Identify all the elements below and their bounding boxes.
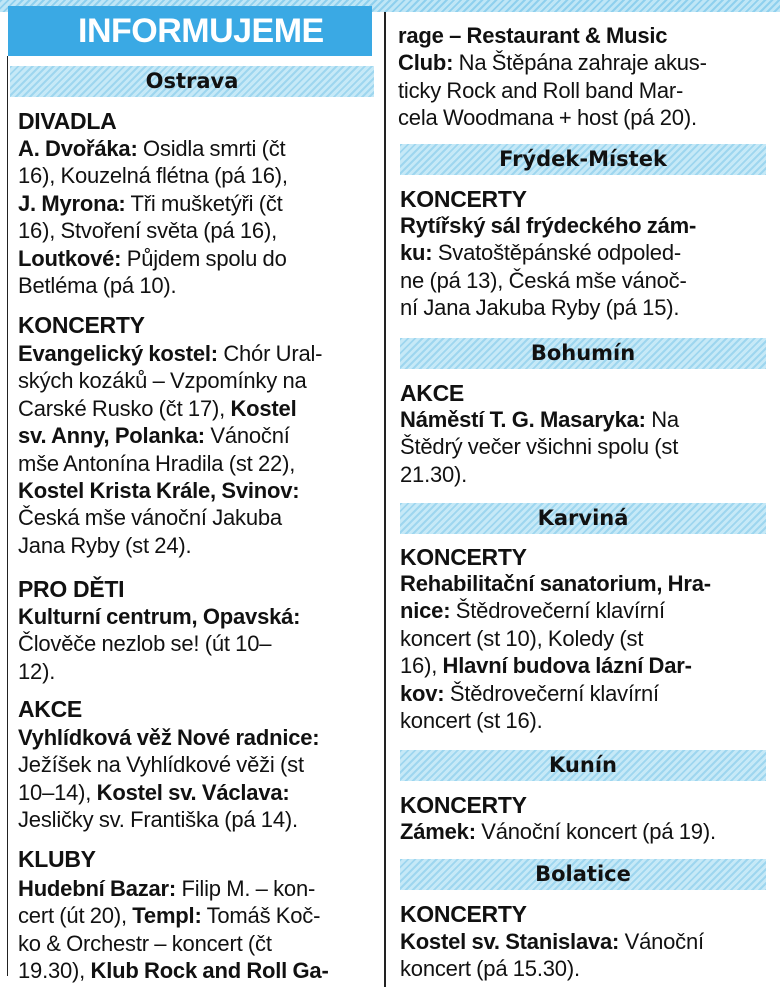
event-detail: koncert (pá 15.30).	[400, 956, 580, 982]
venue-name: Zámek:	[400, 819, 476, 844]
text-line	[18, 340, 380, 367]
event-detail: koncert (st 10), Koledy (st	[400, 625, 644, 651]
listing-text	[400, 928, 776, 983]
text-line	[400, 818, 776, 845]
column-divider	[384, 12, 386, 987]
category-heading: AKCE	[18, 696, 82, 722]
event-detail: Filip M. – kon-	[176, 876, 316, 901]
text-line	[18, 190, 380, 217]
category-heading: PRO DĚTI	[18, 576, 125, 602]
listing-text	[400, 570, 776, 734]
text-line	[18, 245, 380, 272]
city-header-ostrava: Ostrava	[10, 66, 374, 97]
event-detail: Vánoční	[204, 423, 290, 449]
text-line	[18, 630, 380, 657]
venue-name: ku:	[400, 240, 433, 266]
venue-name: Evangelický kostel:	[18, 341, 218, 366]
category-heading: KLUBY	[18, 846, 96, 872]
event-detail: Česká mše vánoční Jakuba	[18, 505, 282, 531]
venue-name: Kostel sv. Stanislava:	[400, 929, 620, 954]
event-detail: Betléma (pá 10).	[18, 273, 177, 299]
event-detail: ní Jana Jakuba Ryby (pá 15).	[400, 295, 680, 321]
event-detail: koncert (st 16).	[400, 708, 543, 734]
text-line	[18, 272, 380, 299]
text-line	[18, 603, 380, 630]
event-detail: Chór Ural-	[217, 341, 323, 366]
event-detail: ne (pá 13), Česká mše vánoč-	[400, 267, 687, 293]
venue-name: Hudební Bazar:	[18, 876, 177, 901]
event-detail: Vánoční koncert (pá 19).	[475, 819, 716, 844]
event-detail: ko & Orchestr – koncert (čt	[18, 930, 272, 956]
listing-text	[18, 603, 380, 685]
text-line	[400, 625, 776, 652]
venue-name: Vyhlídková věž Nové radnice:	[18, 725, 320, 750]
text-line	[400, 928, 776, 955]
event-detail: Člověče nezlob se! (út 10–	[18, 631, 272, 657]
venue-name: Rytířský sál frýdeckého zám-	[400, 213, 697, 238]
text-line	[400, 406, 776, 433]
listing-text	[18, 875, 380, 985]
city-header-kunin: Kunín	[400, 750, 766, 781]
category-heading: KONCERTY	[18, 312, 145, 338]
text-line	[18, 162, 380, 189]
venue-name: nice:	[400, 598, 451, 624]
city-header-frydek-mistek: Frýdek-Místek	[400, 144, 766, 175]
text-line	[18, 395, 380, 422]
event-detail: Jana Ryby (st 24).	[18, 532, 192, 558]
text-line	[400, 570, 776, 597]
event-detail: Vánoční	[619, 929, 704, 954]
text-line	[18, 751, 380, 778]
listing-text-continued	[398, 22, 774, 132]
event-detail: Ježíšek na Vyhlídkové věži (st	[18, 752, 304, 778]
text-line	[18, 658, 380, 685]
venue-name: Náměstí T. G. Masaryka:	[400, 407, 646, 432]
venue-name: Hlavní budova lázní Dar-	[442, 653, 692, 679]
event-detail: 21.30).	[400, 461, 468, 487]
text-line	[18, 135, 380, 162]
category-heading: KONCERTY	[400, 544, 527, 570]
venue-name: rage – Restaurant & Music	[398, 23, 668, 48]
text-line	[18, 450, 380, 477]
city-header-karvina: Karviná	[400, 503, 766, 534]
text-line	[400, 294, 776, 321]
text-line	[398, 104, 774, 131]
city-header-bolatice: Bolatice	[400, 859, 766, 890]
text-line	[400, 652, 776, 679]
text-line	[18, 504, 380, 531]
listing-text	[18, 724, 380, 834]
listing-text	[400, 406, 776, 488]
event-detail: Tři mušketýři (čt	[125, 190, 283, 216]
category-heading: AKCE	[400, 380, 464, 406]
city-header-bohumin: Bohumín	[400, 338, 766, 369]
venue-name: kov:	[400, 680, 445, 706]
venue-name: Loutkové:	[18, 245, 122, 271]
event-detail: Štědrovečerní klavírní	[444, 680, 659, 706]
event-detail: Štědrovečerní klavírní	[450, 598, 665, 624]
listing-text	[400, 818, 776, 845]
event-detail: 12).	[18, 658, 56, 684]
event-detail: Carské Rusko (čt 17),	[18, 395, 231, 421]
text-line	[18, 422, 380, 449]
event-detail: ticky Rock and Roll band Mar-	[398, 77, 684, 103]
venue-name: Kostel Krista Krále, Svinov:	[18, 478, 300, 504]
event-detail: mše Antonína Hradila (st 22),	[18, 450, 296, 476]
text-line	[18, 477, 380, 504]
text-line	[18, 367, 380, 394]
event-detail: Tomáš Koč-	[201, 903, 321, 929]
listing-text	[400, 212, 776, 322]
left-rule	[7, 56, 8, 976]
text-line	[18, 217, 380, 244]
event-detail: 19.30),	[18, 958, 91, 984]
event-detail: Štědrý večer všichni spolu (st	[400, 434, 679, 460]
venue-name: Templ:	[132, 903, 202, 929]
text-line	[18, 779, 380, 806]
text-line	[18, 532, 380, 559]
text-line	[398, 49, 774, 76]
text-line	[398, 77, 774, 104]
event-detail: Osidla smrti (čt	[137, 136, 286, 161]
event-detail: 16), Kouzelná flétna (pá 16),	[18, 163, 288, 189]
text-line	[400, 461, 776, 488]
text-line	[18, 930, 380, 957]
text-line	[398, 22, 774, 49]
venue-name: Club:	[398, 50, 454, 76]
listing-text	[18, 340, 380, 559]
event-detail: 10–14),	[18, 779, 97, 805]
venue-name: Klub Rock and Roll Ga-	[90, 958, 329, 984]
venue-name: A. Dvořáka:	[18, 136, 138, 161]
event-detail: cert (út 20),	[18, 903, 133, 929]
category-heading: KONCERTY	[400, 792, 527, 818]
event-detail: Na Štěpána zahraje akus-	[453, 50, 707, 76]
text-line	[400, 267, 776, 294]
category-heading: KONCERTY	[400, 186, 527, 212]
event-detail: 16),	[400, 653, 443, 679]
text-line	[18, 806, 380, 833]
event-detail: Půjdem spolu do	[121, 245, 287, 271]
text-line	[400, 239, 776, 266]
text-line	[400, 955, 776, 982]
event-detail: 16), Stvoření světa (pá 16),	[18, 218, 277, 244]
text-line	[18, 724, 380, 751]
listing-text	[18, 135, 380, 299]
event-detail: ských kozáků – Vzpomínky na	[18, 368, 307, 394]
event-detail: Svatoštěpánské odpoled-	[432, 240, 682, 266]
venue-name: Kostel	[230, 395, 297, 421]
text-line	[400, 597, 776, 624]
text-line	[400, 212, 776, 239]
venue-name: J. Myrona:	[18, 190, 126, 216]
category-heading: KONCERTY	[400, 901, 527, 927]
section-banner: INFORMUJEME	[8, 6, 372, 56]
text-line	[18, 957, 380, 984]
text-line	[18, 875, 380, 902]
event-detail: cela Woodmana + host (pá 20).	[398, 105, 697, 131]
venue-name: Kulturní centrum, Opavská:	[18, 604, 301, 629]
event-detail: Na	[645, 407, 679, 432]
venue-name: Rehabilitační sanatorium, Hra-	[400, 571, 711, 596]
venue-name: sv. Anny, Polanka:	[18, 423, 205, 449]
text-line	[400, 680, 776, 707]
event-detail: Jesličky sv. Františka (pá 14).	[18, 807, 298, 833]
text-line	[400, 433, 776, 460]
text-line	[400, 707, 776, 734]
category-heading: DIVADLA	[18, 108, 117, 134]
venue-name: Kostel sv. Václava:	[96, 779, 290, 805]
text-line	[18, 902, 380, 929]
